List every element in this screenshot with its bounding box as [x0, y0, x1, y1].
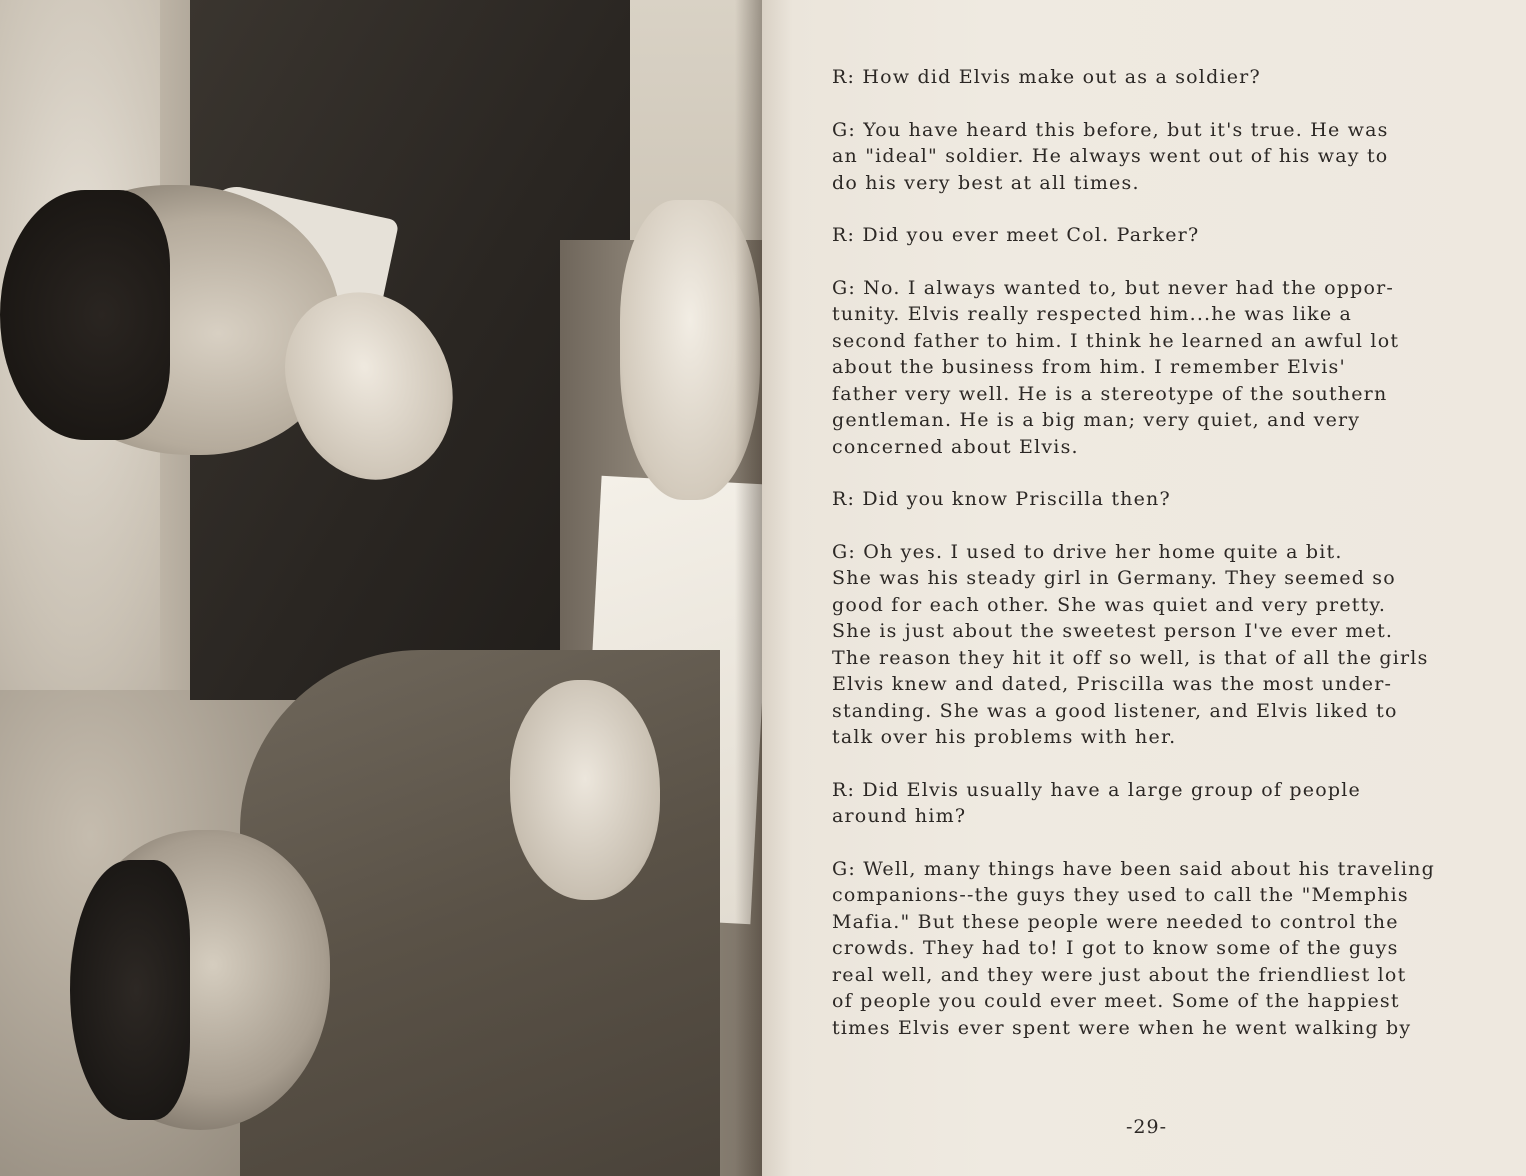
- text-line: do his very best at all times.: [832, 171, 1140, 194]
- text-line: Elvis knew and dated, Priscilla was the most under-: [832, 673, 1393, 695]
- text-line: father very well. He is a stereotype of the southern: [832, 382, 1388, 405]
- interview-paragraph: [832, 539, 1512, 751]
- gutter-shadow: [735, 0, 762, 1176]
- interview-paragraph: [832, 486, 1512, 513]
- text-line: around him?: [832, 805, 967, 827]
- text-line: crowds. They had to! I got to know some of the guys: [832, 937, 1399, 959]
- text-line: times Elvis ever spent were when he went walking by: [832, 1016, 1412, 1039]
- photo-man-hair: [70, 860, 190, 1120]
- text-line: R: Did you know Priscilla then?: [832, 488, 1171, 510]
- text-line: Mafia." But these people were needed to control the: [832, 910, 1399, 933]
- text-line: R: How did Elvis make out as a soldier?: [832, 66, 1261, 88]
- text-line: talk over his problems with her.: [832, 726, 1177, 748]
- text-line: G: Oh yes. I used to drive her home quite a bit.: [832, 540, 1343, 563]
- page-number: -29-: [1126, 1116, 1168, 1138]
- interview-paragraph: [832, 222, 1512, 249]
- text-line: G: You have heard this before, but it's true. He was: [832, 118, 1389, 141]
- text-line: about the business from him. I remember Elvis': [832, 356, 1346, 378]
- text-line: of people you could ever meet. Some of the happiest: [832, 990, 1400, 1012]
- photo-man-hands: [510, 680, 660, 900]
- interview-paragraph: [832, 117, 1512, 197]
- text-line: standing. She was a good listener, and Elvis liked to: [832, 699, 1398, 722]
- interview-paragraph: [832, 856, 1512, 1042]
- text-line: gentleman. He is a big man; very quiet, and very: [832, 409, 1361, 431]
- text-line: G: Well, many things have been said about his traveling: [832, 857, 1435, 880]
- photograph: [0, 0, 762, 1176]
- text-line: concerned about Elvis.: [832, 435, 1079, 458]
- photo-page: [0, 0, 762, 1176]
- text-line: The reason they hit it off so well, is that of all the girls: [832, 646, 1429, 669]
- text-line: companions--the guys they used to call the "Memphis: [832, 884, 1409, 906]
- text-line: good for each other. She was quiet and very pretty.: [832, 593, 1387, 616]
- photo-soldier-hair: [0, 190, 170, 440]
- text-line: G: No. I always wanted to, but never had the oppor-: [832, 276, 1395, 299]
- text-line: R: Did Elvis usually have a large group of people: [832, 778, 1361, 801]
- interview-paragraph: [832, 275, 1512, 461]
- text-line: an "ideal" soldier. He always went out of his way to: [832, 145, 1389, 167]
- interview-text: [832, 64, 1512, 1067]
- interview-paragraph: [832, 777, 1512, 830]
- text-line: real well, and they were just about the friendliest lot: [832, 963, 1407, 986]
- text-line: tunity. Elvis really respected him...he was like a: [832, 303, 1353, 325]
- text-page: [762, 0, 1526, 1176]
- text-line: She was his steady girl in Germany. They seemed so: [832, 567, 1396, 589]
- text-line: R: Did you ever meet Col. Parker?: [832, 224, 1200, 246]
- interview-paragraph: [832, 64, 1512, 91]
- text-line: second father to him. I think he learned an awful lot: [832, 329, 1400, 352]
- text-line: She is just about the sweetest person I've ever met.: [832, 620, 1394, 642]
